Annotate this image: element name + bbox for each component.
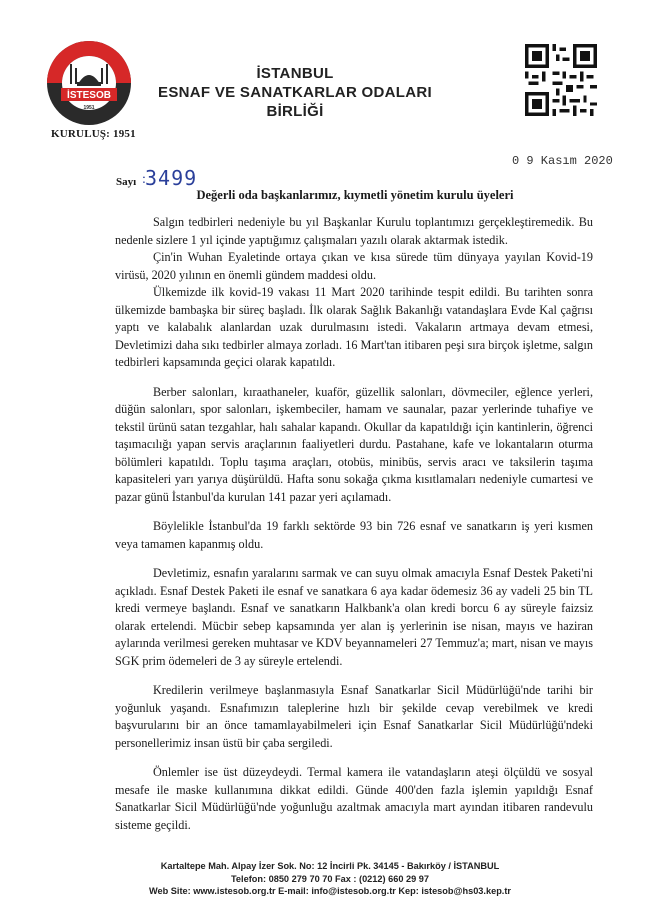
istesob-logo [44, 38, 134, 128]
body-paragraph: Salgın tedbirleri nedeniyle bu yıl Başkanlar Kurulu toplantımızı gerçekleştiremedik. Bu nedenle sizlere 1 yıl içinde yaptığımız çalışmaları yazılı olarak aktarmak istedik. [115, 215, 593, 247]
organization-title [140, 64, 450, 121]
footer-web: Web Site: www.istesob.org.tr E-mail: info@istesob.org.tr Kep: istesob@hs03.kep.tr [149, 886, 511, 896]
founded-year: KURULUŞ: 1951 [51, 128, 136, 140]
logo-text: İSTESOB [67, 90, 111, 101]
footer-address: Kartaltepe Mah. Alpay İzer Sok. No: 12 İncirli Pk. 34145 - Bakırköy / İSTANBUL [160, 861, 500, 871]
logo-year: 1951 [83, 105, 95, 111]
salutation: Değerli oda başkanlarımız, kıymetli yönetim kurulu üyeleri [196, 188, 514, 202]
body-paragraph: Ülkemizde ilk kovid-19 vakası 11 Mart 2020 tarihinde tespit edildi. Bu tarihten sonra ülkemizde bambaşka bir süreç başladı. İlk olarak Sağlık Bakanlığı vatandaşlara Evde Kal çağrısı yaptı ve kalabalık alanlardan uzak durulmasını istedi. Vakaların artmaya devam etmesi, Devletimizi daha sıkı tedbirler almaya zorladı. 16 Mart'tan itibaren peşi sıra birçok işletme, salgın tedbirleri kapsamında geçici olarak kapatıldı. [115, 285, 593, 369]
letter-body [115, 214, 593, 834]
footer-phone: Telefon: 0850 279 70 70 Fax : (0212) 660 29 97 [231, 873, 429, 884]
reference-number-handwritten: 3499 [145, 166, 198, 190]
reference-number-label: Sayı [116, 176, 137, 188]
org-title-line1: İSTANBUL [256, 65, 334, 82]
qr-code-icon [525, 44, 597, 116]
body-paragraph: Berber salonları, kıraathaneler, kuaför, güzellik salonları, dövmeciler, eğlence yerleri, düğün salonları, spor salonları, işkembeciler, hamam ve saunalar, pazar yerlerinde tuhafiye ve tekstil ürünü satan tezgahlar, halı sahalar kapandı. Okullar da kapatıldığı için kantinlerin, öğrenci taşımacılığı yapan servis araçlarının faaliyetleri durdu. Pastahane, kafe ve lokantaların oturma bölümleri kapatıldı. Toplu taşıma araçları, otobüs, minibüs, servis aracı ve taksilerin taşıma kapasiteleri yarı yarıya düşürüldü. Hafta sonu sokağa çıkma kısıtlamaları nedeniyle cumartesi ve pazar günü İstanbul'da kurulan 141 pazar yeri açılamadı. [115, 384, 593, 504]
reference-number-colon: : [142, 172, 146, 187]
footer-contact [120, 860, 540, 898]
org-title-line2: ESNAF VE SANATKARLAR ODALARI BİRLİĞİ [158, 84, 432, 120]
body-paragraph: Kredilerin verilmeye başlanmasıyla Esnaf Sanatkarlar Sicil Müdürlüğü'nde tarihi bir yoğunluk yaşandı. Esnafımızın taleplerine hızlı bir şekilde cevap verebilmek ve kredi başvurularını bir an önce tamamlayabilmeleri için Esnaf Sanatkarlar Sicil Müdürlüğü'ndeki personellerimiz insan üstü bir çaba sergiledi. [115, 683, 593, 750]
document-date: 0 9 Kasım 2020 [512, 154, 613, 168]
body-paragraph: Çin'in Wuhan Eyaletinde ortaya çıkan ve kısa sürede tüm dünyaya yayılan Kovid-19 virüsü, 2020 yılının en önemli gündem maddesi oldu. [115, 250, 593, 282]
body-paragraph: Devletimiz, esnafın yaralarını sarmak ve can suyu olmak amacıyla Esnaf Destek Paketi'ni açıkladı. Esnaf Destek Paketi ile esnaf ve sanatkara 6 aya kadar ödemesiz 36 ay vadeli 25 bin TL kredi vermeye başlandı. Esnaf ve sanatkarın Halkbank'a olan kredi borcu 6 ay süreyle faizsiz olarak ertelendi. Mücbir sebep kapsamında yer alan iş yerlerinin ise nisan, mayıs ve haziran aylarında verilmesi gereken muhtasar ve KDV beyannameleri 27 Temmuz'a; mart, nisan ve mayıs SGK prim ödemeleri de 3 ay süreyle ertelendi. [115, 566, 593, 668]
body-paragraph: Böylelikle İstanbul'da 19 farklı sektörde 93 bin 726 esnaf ve sanatkarın iş yeri kısmen veya tamamen kapanmış oldu. [115, 519, 593, 551]
body-paragraph: Önlemler ise üst düzeydeydi. Termal kamera ile vatandaşların ateşi ölçüldü ve sosyal mesafe ile maske kullanımına dikkat edildi. Günde 400'den fazla işlemin yapıldığı Esnaf Sanatkarlar Sicil Müdürlüğü'nde yoğunluğu azaltmak amacıyla mart ayından itibaren randevulu sisteme geçildi. [115, 765, 593, 832]
